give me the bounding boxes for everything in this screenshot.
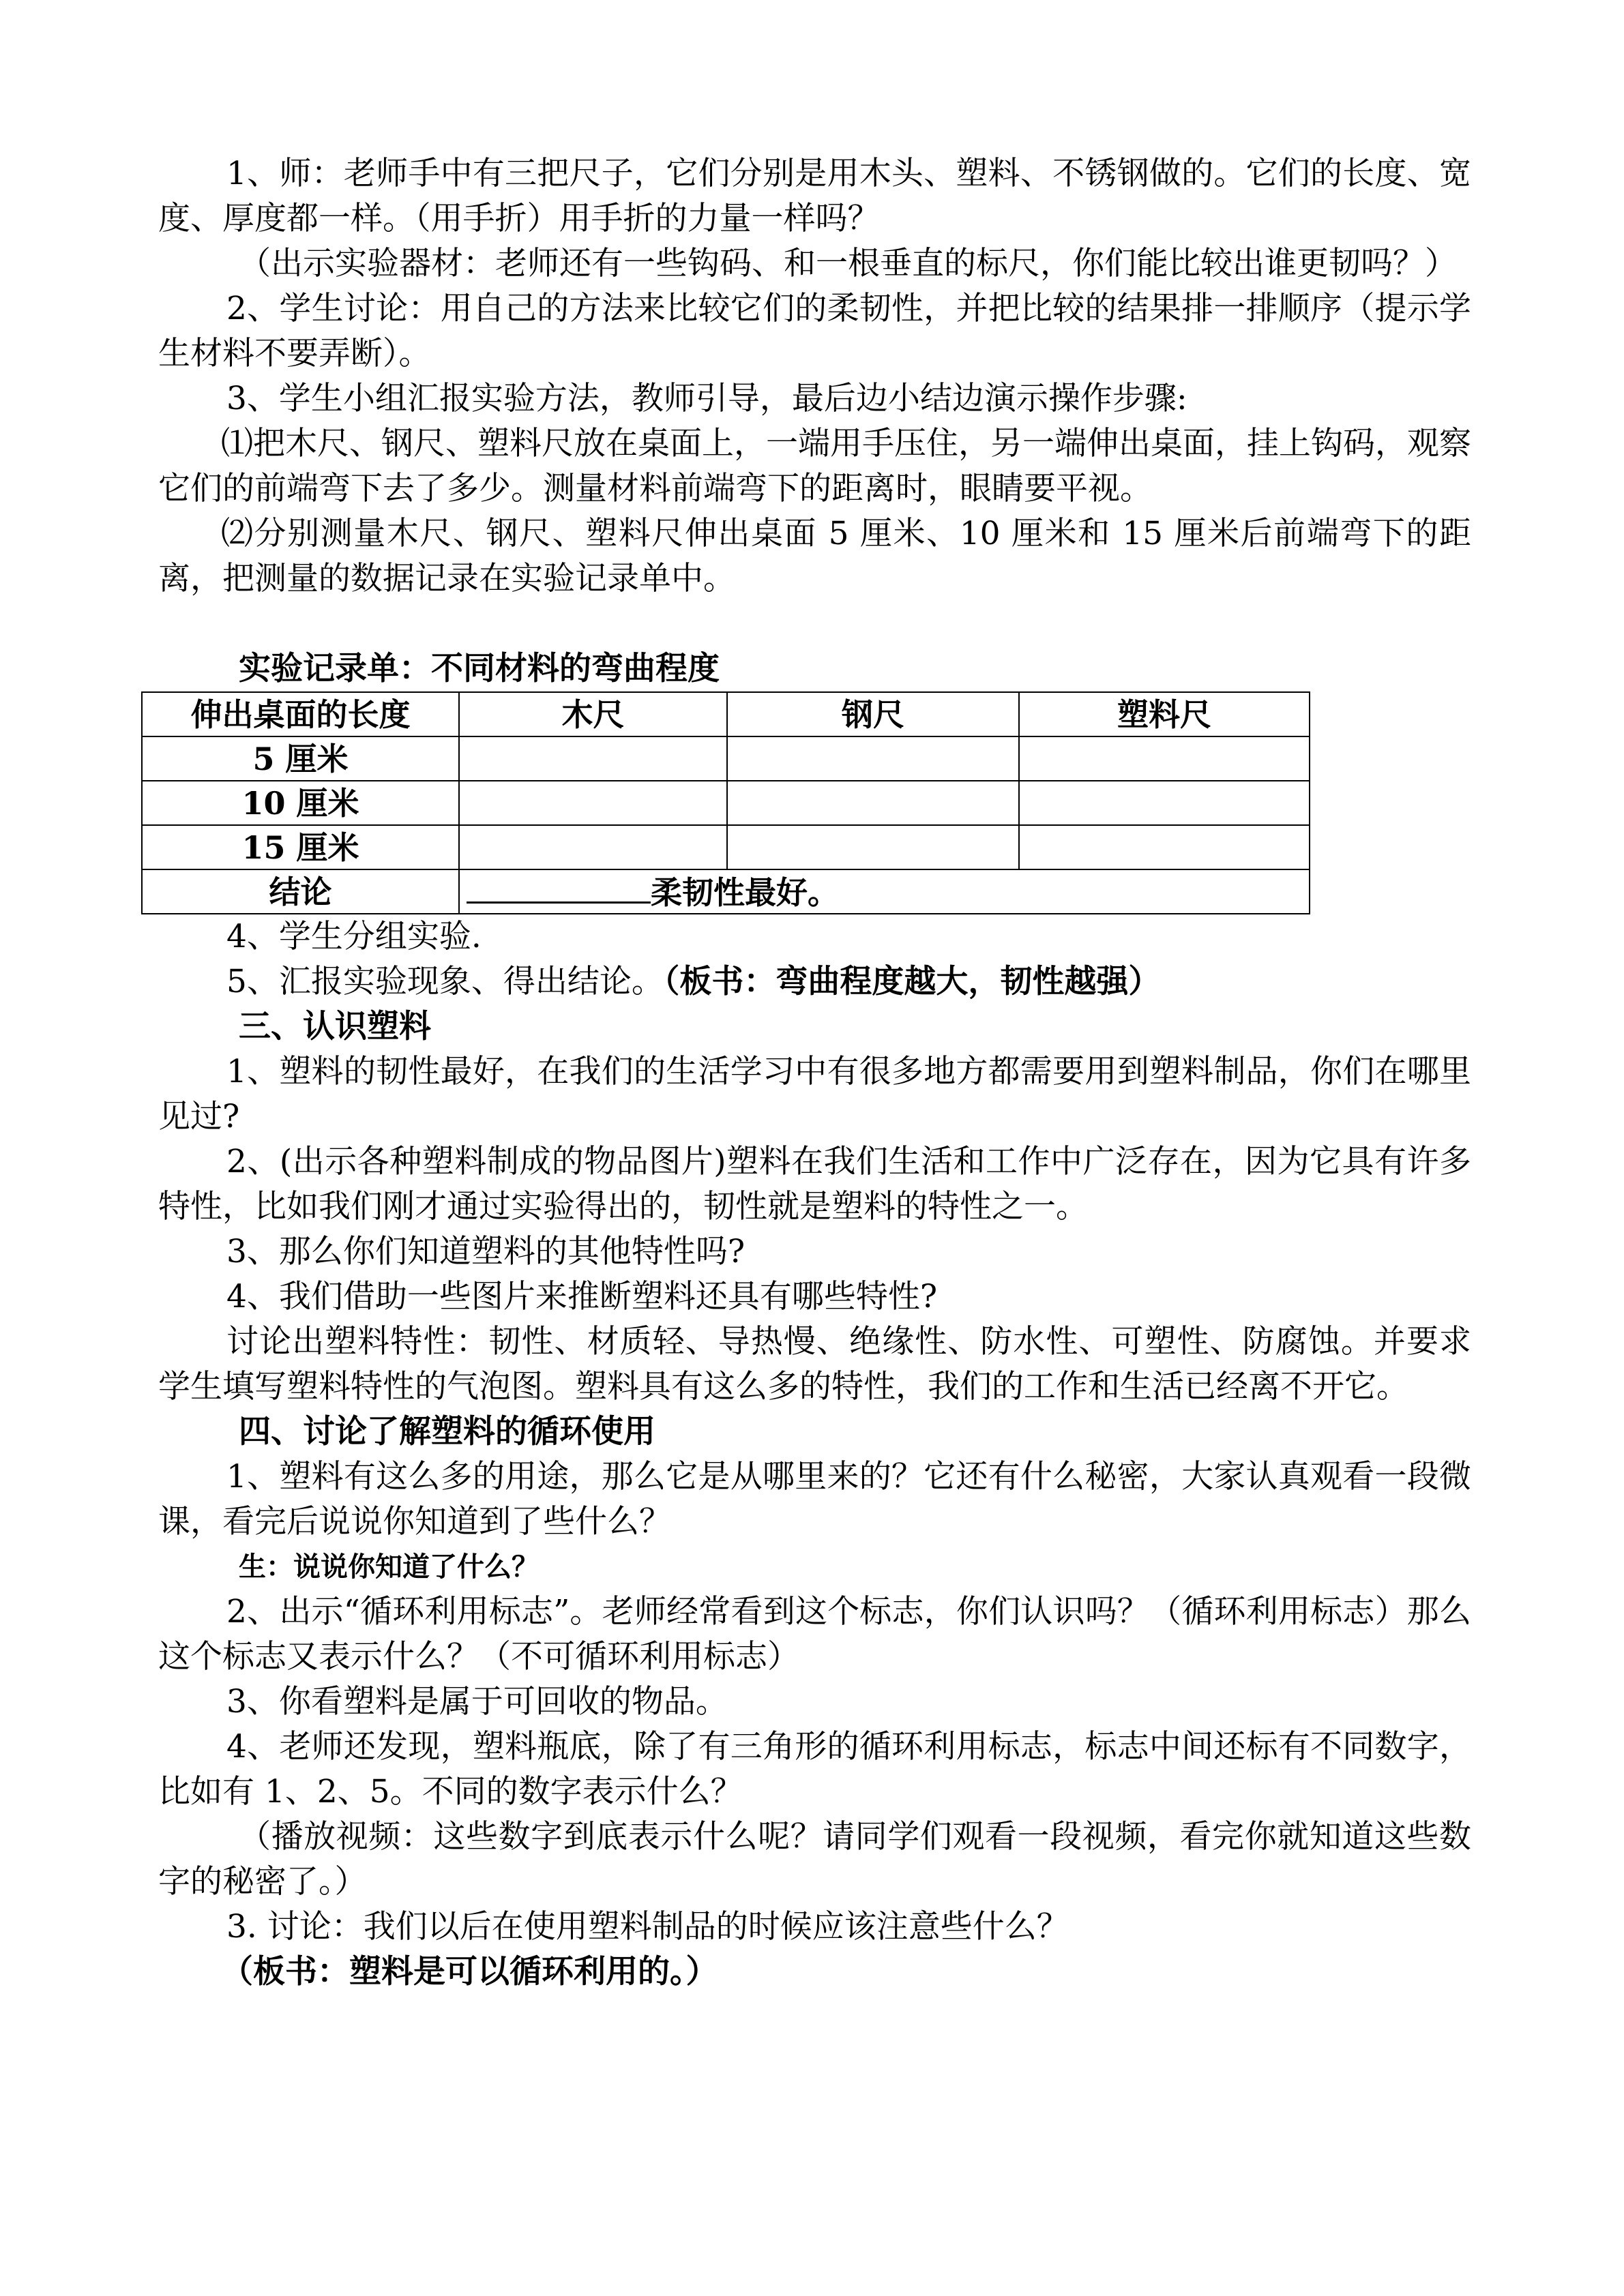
paragraph-group-report: 3、学生小组汇报实验方法，教师引导，最后边小结边演示操作步骤: <box>226 380 1187 417</box>
spacer <box>158 601 1471 646</box>
table-row <box>142 825 1310 869</box>
paragraph-s3-1: 1、塑料的韧性最好，在我们的生活学习中有很多地方都需要用到塑料制品，你们在哪里见过? <box>158 1053 1471 1135</box>
paragraph-s4-3: 3、你看塑料是属于可回收的物品。 <box>226 1683 728 1720</box>
paragraph-student-discussion: 2、学生讨论：用自己的方法来比较它们的柔韧性，并把比较的结果排一排顺序（提示学生材料不要弄断）。 <box>158 290 1471 372</box>
conclusion-cell <box>459 869 1310 914</box>
board-note-recycle: （板书：塑料是可以循环利用的。） <box>221 1953 718 1991</box>
paragraph-s4-5: （播放视频：这些数字到底表示什么呢？请同学们观看一段视频，看完你就知道这些数字的秘密了。） <box>158 1818 1471 1900</box>
paragraph-show-equipment: （出示实验器材：老师还有一些钩码、和一根垂直的标尺，你们能比较出谁更韧吗？） <box>239 245 1457 282</box>
paragraph-s3-3: 3、那么你们知道塑料的其他特性吗? <box>226 1233 745 1270</box>
paragraph-step-1: ⑴把木尺、钢尺、塑料尺放在桌面上，一端用手压住，另一端伸出桌面，挂上钩码，观察它们的前端弯下去了多少。测量材料前端弯下的距离时，眼睛要平视。 <box>158 425 1471 507</box>
student-prompt: 生：说说你知道了什么？ <box>239 1551 539 1583</box>
table-row-label: 10 厘米 <box>142 781 459 825</box>
conclusion-blank <box>467 870 651 904</box>
table-cell <box>1019 781 1310 825</box>
table-cell <box>727 781 1019 825</box>
table-row <box>142 736 1310 781</box>
experiment-record-table <box>141 691 1310 914</box>
table-cell <box>1019 736 1310 781</box>
paragraph-s3-4: 4、我们借助一些图片来推断塑料还具有哪些特性? <box>226 1278 938 1315</box>
paragraph-report-conclusion <box>158 959 1471 1004</box>
table-row-label: 15 厘米 <box>142 825 459 869</box>
table-cell <box>459 781 727 825</box>
paragraph-s4-1: 1、塑料有这么多的用途，那么它是从哪里来的？它还有什么秘密，大家认真观看一段微课，看完后说说你知道到了些什么？ <box>158 1458 1471 1540</box>
table-header-row <box>142 692 1310 736</box>
table-cell <box>459 825 727 869</box>
table-cell <box>727 825 1019 869</box>
table-row <box>142 781 1310 825</box>
paragraph-teacher-rulers: 1、师：老师手中有三把尺子，它们分别是用木头、塑料、不锈钢做的。它们的长度、宽度、厚度都一样。（用手折）用手折的力量一样吗？ <box>158 155 1471 237</box>
table-conclusion-row <box>142 869 1310 914</box>
document-page <box>158 151 1471 1995</box>
paragraph-s3-5: 讨论出塑料特性：韧性、材质轻、导热慢、绝缘性、防水性、可塑性、防腐蚀。并要求学生填写塑料特性的气泡图。塑料具有这么多的特性，我们的工作和生活已经离不开它。 <box>158 1323 1471 1405</box>
table-cell <box>459 736 727 781</box>
table-title: 实验记录单：不同材料的弯曲程度 <box>239 650 720 687</box>
paragraph-s4-2: 2、出示“循环利用标志”。老师经常看到这个标志，你们认识吗？（循环利用标志）那么这个标志又表示什么？（不可循环利用标志） <box>158 1593 1471 1675</box>
paragraph-s4-4: 4、老师还发现，塑料瓶底，除了有三角形的循环利用标志，标志中间还标有不同数字，比如有 1、2、5。不同的数字表示什么？ <box>158 1728 1471 1810</box>
table-header-cell: 钢尺 <box>727 692 1019 736</box>
table-cell <box>727 736 1019 781</box>
table-row-label: 5 厘米 <box>142 736 459 781</box>
paragraph-step-2: ⑵分别测量木尺、钢尺、塑料尺伸出桌面 5 厘米、10 厘米和 15 厘米后前端弯下的距离，把测量的数据记录在实验记录单中。 <box>158 515 1471 597</box>
section-heading-3: 三、认识塑料 <box>239 1008 431 1045</box>
paragraph-s3-2: 2、(出示各种塑料制成的物品图片)塑料在我们生活和工作中广泛存在，因为它具有许多特性，比如我们刚才通过实验得出的，韧性就是塑料的特性之一。 <box>158 1143 1471 1225</box>
report-text: 5、汇报实验现象、得出结论。 <box>226 963 664 1000</box>
paragraph-s4-6: 3. 讨论：我们以后在使用塑料制品的时候应该注意些什么？ <box>226 1908 1069 1945</box>
board-note: （板书：弯曲程度越大，韧性越强） <box>663 963 1161 1000</box>
paragraph-group-experiment: 4、学生分组实验. <box>226 918 482 955</box>
table-header-cell: 伸出桌面的长度 <box>142 692 459 736</box>
table-cell <box>1019 825 1310 869</box>
conclusion-text: 柔韧性最好。 <box>651 874 839 911</box>
table-header-cell: 木尺 <box>459 692 727 736</box>
section-heading-4: 四、讨论了解塑料的循环使用 <box>239 1413 655 1450</box>
table-header-cell: 塑料尺 <box>1019 692 1310 736</box>
conclusion-label: 结论 <box>142 869 459 914</box>
